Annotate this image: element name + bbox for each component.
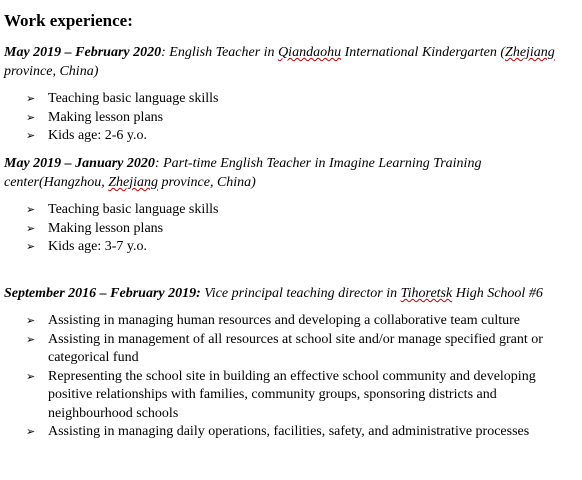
arrowhead-bullet-icon: ➢ <box>26 111 36 124</box>
arrowhead-bullet-icon: ➢ <box>26 204 36 216</box>
job-bullet-list <box>26 90 218 146</box>
misspelled-word[interactable]: Zhejiang <box>108 175 158 190</box>
list-item: ➢ Making lesson plans <box>26 220 218 239</box>
arrowhead-bullet-icon: ➢ <box>26 315 36 327</box>
job-entry-heading <box>4 284 574 303</box>
arrowhead-bullet-icon: ➢ <box>26 333 36 346</box>
list-item: ➢ Assisting in managing human resources and developing a collaborative team culture <box>26 312 546 331</box>
job-dates: May 2019 – January 2020 <box>4 156 155 171</box>
misspelled-word[interactable]: Tihoretsk <box>400 286 453 301</box>
misspelled-word[interactable]: Qiandaohu <box>278 45 342 60</box>
section-title: Work experience: <box>4 11 133 30</box>
job-bullet-list <box>26 312 546 442</box>
arrowhead-bullet-icon: ➢ <box>26 426 36 438</box>
job-role: province, China) <box>4 64 99 79</box>
job-role: Part-time English Teacher in Imagine Learning Training center(Hangzhou, <box>4 156 482 190</box>
arrowhead-bullet-icon: ➢ <box>26 93 36 105</box>
job-role: High School #6 <box>452 286 543 301</box>
list-item: ➢ Representing the school site in building an effective school community and developing positive relationships with families, community groups, sponsoring districts and neighbourhood schools <box>26 368 536 421</box>
job-role: Vice principal teaching director in <box>200 286 401 301</box>
misspelled-word[interactable]: Zhejiang <box>505 45 555 60</box>
arrowhead-bullet-icon: ➢ <box>26 370 36 383</box>
job-dates: September 2016 – February 2019: <box>4 286 201 301</box>
job-role: English Teacher in <box>165 45 279 60</box>
arrowhead-bullet-icon: ➢ <box>26 222 36 235</box>
job-dates-separator: : <box>154 156 160 171</box>
job-dates: May 2019 – February 2020 <box>4 45 162 60</box>
list-item: ➢ Teaching basic language skills <box>26 201 218 220</box>
job-dates-separator: : <box>161 45 166 60</box>
list-item: ➢ Teaching basic language skills <box>26 90 218 109</box>
job-role: International Kindergarten ( <box>341 45 506 60</box>
job-role: province, China) <box>157 175 256 190</box>
job-entry-heading <box>4 154 574 192</box>
job-entry-heading <box>4 43 574 81</box>
arrowhead-bullet-icon: ➢ <box>26 241 36 253</box>
list-item: ➢ Making lesson plans <box>26 109 218 128</box>
list-item: ➢ Kids age: 3-7 y.o. <box>26 238 218 257</box>
job-bullet-list <box>26 201 218 257</box>
list-item: ➢ Assisting in management of all resources at school site and/or manage specified grant or categorical fund <box>26 331 543 365</box>
arrowhead-bullet-icon: ➢ <box>26 130 36 142</box>
list-item: ➢ Kids age: 2-6 y.o. <box>26 127 218 146</box>
list-item: ➢ Assisting in managing daily operations, facilities, safety, and administrative processes <box>26 423 546 442</box>
